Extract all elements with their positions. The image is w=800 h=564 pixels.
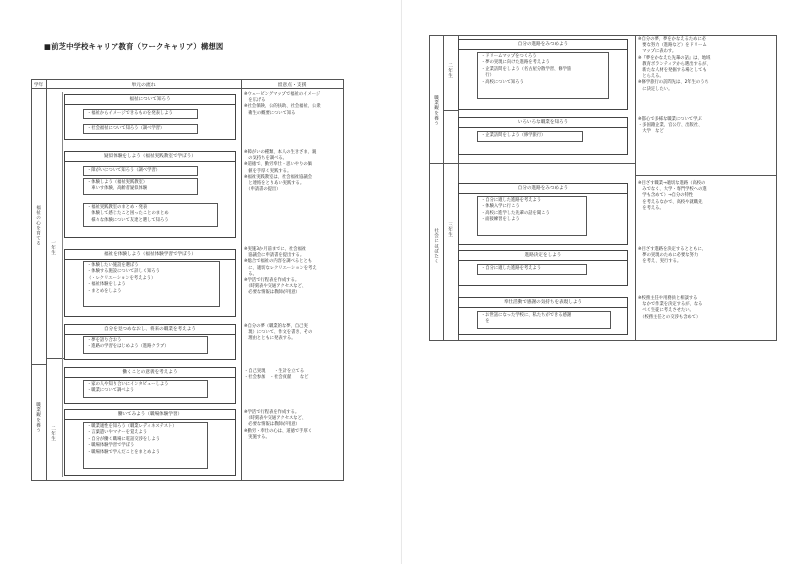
table-bottom-border: [429, 340, 777, 341]
grade-label-2: 二年生: [50, 426, 56, 442]
activity-box: ・福祉からイメージできるものを発表しよう: [83, 109, 198, 119]
grade-label-2: 二年生: [447, 63, 453, 79]
activity-box: ・職業適性を知ろう（職業レディネステスト） ・言葉遣いやマナーを覚えよう ・自分が働く職場に電話交渉をしよう ・職場体験学習で学ぼう ・職場体験で学んだことをまとめよう: [83, 422, 208, 469]
unit-title: 働くことの意義を考えよう: [65, 368, 235, 378]
grade-col-border: [46, 79, 47, 481]
note-block: ※学活で行程表を作成する。 （時刻表や交通アクセスなど、 必要な情報は教師が用意） ※勤労・奉仕の心は、道徳で手厚く 実施する。: [244, 410, 313, 440]
activity-box: ・家の人や知り合いにインタビューしよう ・職業について調べよう: [83, 380, 208, 398]
note-block: ※自分の夢（職業的な夢、自己実 現）について、作文を書き、その 理由とともに発表する。: [244, 324, 313, 342]
page-title: ■前芝中学校キャリア教育（ワークキャリア）構想図: [44, 42, 224, 51]
note-block: ・自己実現 ・生計を立てる ・社会参加 ・社会貢献 など: [244, 369, 309, 381]
note-block: ※校務主任や用務員と相談する なかで作業を決定するが、なる べく生徒に考えさせたい。 （校務主任との交渉も含めて）: [638, 296, 703, 320]
activity-box: ・障がいについて知ろう（調べ学習）: [83, 166, 198, 176]
unit-title: 福祉について知ろう: [65, 95, 235, 105]
grade-divider: [443, 110, 458, 111]
grade-sub-border: [62, 92, 63, 477]
activity-box: ・自分に適した進路を考えよう ・体験入学に行こう ・高校に進学した先輩の話を聞こう ・面接練習をしよう: [477, 196, 587, 236]
group-label-shokugyo: 職業観を養う: [433, 95, 439, 126]
group-label-shakai: 社会にはばたく: [433, 228, 439, 264]
grade-col-border: [443, 35, 444, 341]
notes-col-border: [635, 35, 636, 341]
activity-box: ・社会福祉について知ろう（調べ学習）: [83, 124, 198, 134]
unit-title: 自分を見つめなおし、将来の職業を考えよう: [65, 325, 235, 335]
note-block: ※目ざす職業→適切な進路（高校の みでなく、大学・専門学校への進 学も含めて）→自分の特性 を考えるなかで、高校や就職先 を考える。: [638, 181, 707, 211]
unit-title: 進路決定をしよう: [459, 251, 627, 261]
unit-title: 福祉を体験しよう（福祉体験学習で学ぼう）: [65, 250, 235, 260]
group-label-fukushi: 福祉の心を育てる: [35, 205, 41, 246]
group-label-shokugyo: 職業観を養う: [35, 402, 41, 433]
note-block: ※自分の夢、夢をかなえるために必 要な努力（進路など）をドリーム マップに表わす。 ※『夢をかなえた先輩の話』は、地域 教育ボランティアから選出するが、 新たな人材を発掘する場としても とらえる。 ※修学旅行の訪問先は、2年生のうち に決定したい。: [638, 37, 711, 92]
right-page: [401, 0, 800, 564]
group-divider: [429, 163, 636, 164]
activity-box: ・ドリームマップをつくろう ・夢の実現に向けた進路を考えよう ・企業訪問をしよう（名古屋分散学習、修学旅 行） ・高校について知ろう: [477, 52, 609, 99]
activity-box: ・夢を語り合おう ・進路の学習をはじめよう（進路クラブ）: [83, 336, 208, 354]
grade-divider: [46, 358, 66, 359]
activity-box: ・体験したい施設を選ぼう ・体験する施設について詳しく知ろう （・レクリエーションを考えよう） ・福祉体験をしよう ・まとめをしよう: [83, 261, 220, 307]
unit-title: いろいろな職業を知ろう: [459, 118, 627, 128]
unit-title: 自分の進路をみつめよう: [459, 40, 627, 50]
header-notes: 留意点・支援: [277, 83, 307, 88]
activity-box: ・企業訪問をしよう（修学旅行）: [477, 131, 583, 142]
header-grade: 学年: [33, 83, 44, 88]
note-block: ※実施3か月前までに、社会福祉 協議会に申請書を提出する。 ※総合で福祉の内容を調べるととも に、適切なレクリエーションを考え る。 ※学活で行程表を作成する。 （時刻表や交通アクセスなど、 必要な情報は教師が用意）: [244, 247, 317, 296]
notes-divider: [635, 175, 776, 176]
header-unit-flow: 単元の流れ: [131, 83, 156, 88]
activity-box: ・自分に適した進路を考えよう: [477, 264, 587, 275]
activity-box: ・体験しよう（福祉実践教室） 車いす体験、高齢者疑似体験: [83, 178, 198, 195]
note-block: ※目ざす進路を決定するとともに、 夢の実現のために必要な努力 を考え、実行する。: [638, 247, 707, 265]
table-top-border: [31, 79, 344, 80]
note-block: ※都心で多様な職業について学ぶ ・多国籍企業、官公庁、出版社、 大学 など: [638, 117, 703, 135]
table-right-border: [343, 79, 344, 481]
note-block: ※ウェービングマップで福祉のイメージ を広げる ※社会保険、公的扶助、社会福祉、公衆 衛生の概要について知る: [244, 92, 321, 116]
note-block: ※障がいの種類、本人の生きざま、親 の気持ちを調べる。 ※道徳で、勤労奉仕・思いやりの価 値を手厚く実践する。 ※福祉実践教室は、社会福祉協議会 と連絡をとりあい実践する。 （申請書の提出）: [244, 150, 317, 193]
unit-title: 自分の進路をみつめよう: [459, 184, 627, 194]
unit-title: 奉仕活動で感謝の気持ちを表現しよう: [459, 298, 627, 308]
grade-label-3: 三年生: [447, 222, 453, 238]
notes-col-border: [241, 79, 242, 481]
header-bottom-border: [31, 88, 344, 89]
activity-box: ・お世話になった学校に、私たちができる感謝 を: [477, 311, 611, 329]
unit-title: 働いてみよう（職場体験学習）: [65, 410, 235, 420]
table-left-border: [429, 35, 430, 341]
table-right-border: [776, 35, 777, 341]
group-divider: [31, 364, 46, 365]
table-bottom-border: [31, 480, 344, 481]
activity-box: ・福祉実践教室のまとめ・発表 体験して感じたこと困ったことのまとめ 様々な体験について友達と選して知ろう: [83, 203, 218, 227]
table-left-border: [31, 79, 32, 481]
unit-title: 疑似体験をしよう（福祉実践教室で学ぼう）: [65, 152, 235, 162]
grade-label-1: 一年生: [50, 240, 56, 256]
table-top-border: [429, 35, 776, 36]
